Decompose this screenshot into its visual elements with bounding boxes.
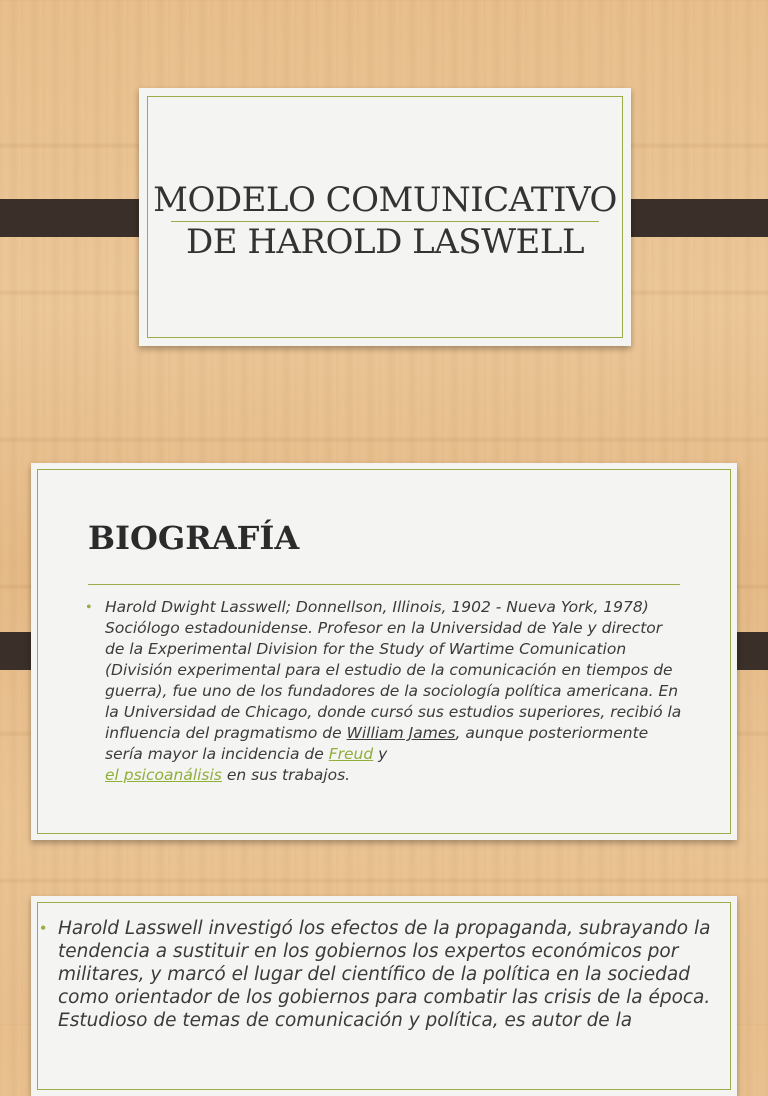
propaganda-paragraph: Harold Lasswell investigó los efectos de la propaganda, subrayando la tendencia a sustituir en los gobiernos los expertos económicos por militares, y marcó el lugar del científico de la política en la sociedad como orientador de los gobiernos para combatir las crisis de la época. Estudioso de temas de comunicación y política, es autor de la <box>58 918 711 1031</box>
biografia-card <box>31 463 737 840</box>
biografia-paragraph <box>105 597 685 786</box>
title-line-2: DE HAROLD LASWELL <box>185 222 585 262</box>
left-tab <box>0 199 156 237</box>
william-james-link[interactable]: William James <box>346 724 456 742</box>
bullet-icon: • <box>40 918 47 938</box>
bullet-icon: • <box>86 599 92 616</box>
slide-title <box>0 0 768 380</box>
biografia-rule <box>88 584 680 585</box>
para-text-3: y <box>373 745 388 763</box>
slide-propaganda <box>0 880 768 1031</box>
propaganda-card <box>31 896 737 1096</box>
title-card <box>139 88 631 346</box>
title-line-1: MODELO COMUNICATIVO <box>153 180 617 220</box>
right-tab <box>612 199 768 237</box>
freud-link[interactable]: Freud <box>328 745 374 763</box>
para-text-2: , aunque posteriormente sería mayor la incidencia de <box>105 724 649 763</box>
psicoanalisis-link[interactable]: el psicoanálisis <box>105 766 222 784</box>
biografia-heading: BIOGRAFÍA <box>88 519 300 557</box>
para-text-1: Harold Dwight Lasswell; Donnellson, Illinois, 1902 - Nueva York, 1978) Sociólogo estadounidense. Profesor en la Universidad de Yale y director de la Experimental Division for the Study of Wartime Comunication (División experimental para el estudio de la comunicación en tiempos de guerra), fue uno de los fundadores de la sociología política americana. En la Universidad de Chicago, donde cursó sus estudios superiores, recibió la influencia del pragmatismo de <box>105 598 682 742</box>
slide-biografia <box>0 440 768 860</box>
para-text-4: en sus trabajos. <box>221 766 351 784</box>
